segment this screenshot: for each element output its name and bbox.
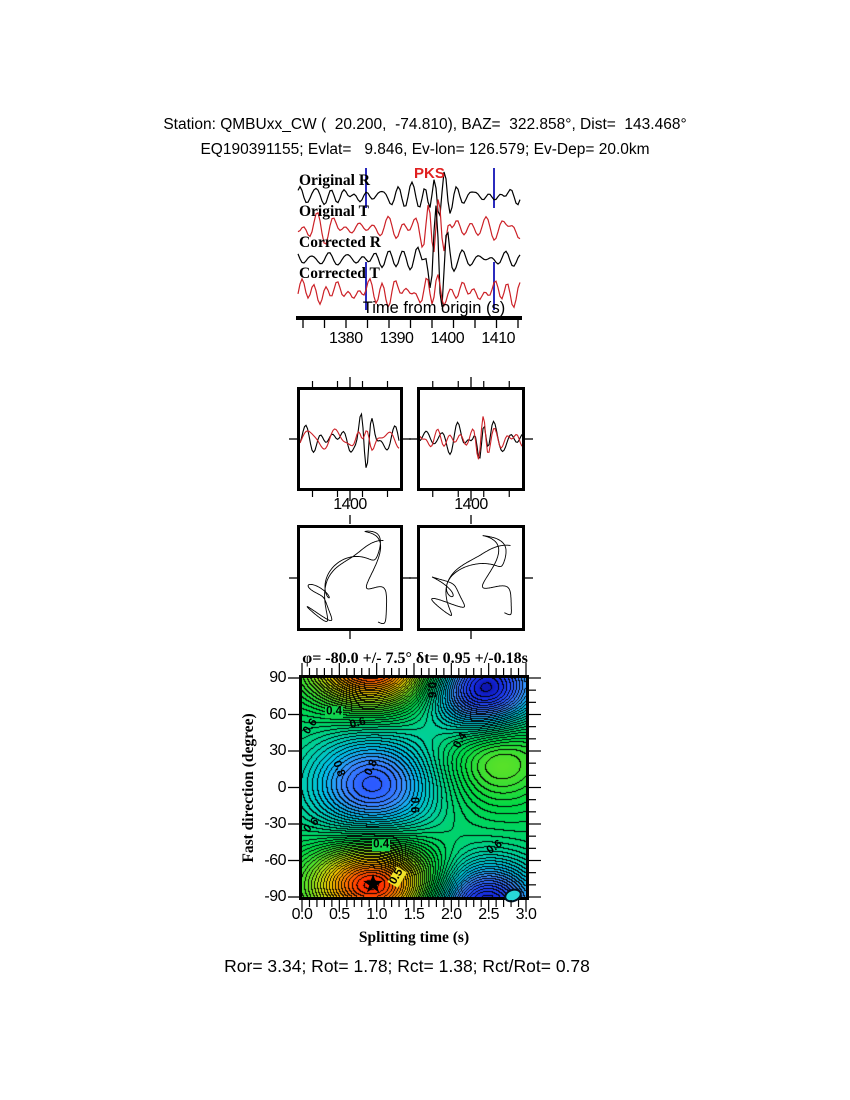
contour-level-label: 0.8 (330, 759, 347, 779)
contour-y-tick-label: -60 (264, 851, 286, 869)
contour-x-tick-label: 2.0 (440, 906, 462, 923)
zoom-box-right-traces (420, 390, 522, 488)
contour-y-tick-label: 0 (277, 778, 286, 796)
trace-path (420, 416, 522, 459)
trace-label-original-t: Original T (299, 203, 369, 220)
zoom-box-left (297, 387, 403, 491)
contour-level-label: 0.6 (301, 815, 322, 836)
station-header-line: Station: QMBUxx_CW ( 20.200, -74.810), BAZ= 322.858°, Dist= 143.468° (163, 116, 687, 133)
contour-level-label: 0.6 (484, 837, 505, 857)
trace-path (420, 421, 522, 458)
contour-level-label: 0.4 (326, 705, 343, 718)
zoom-right-tick-label: 1400 (454, 496, 488, 513)
contour-level-label: 0.6 (408, 797, 420, 814)
contour-x-tick-label: 1.0 (366, 906, 388, 923)
particle-motion-box-right (417, 525, 525, 631)
phase-label-pks: PKS (414, 165, 445, 182)
time-tick-label: 1380 (329, 330, 363, 347)
contour-level-label: 0.6 (300, 716, 320, 737)
contour-x-tick-label: 0.5 (328, 906, 350, 923)
zoom-left-tick-label: 1400 (333, 496, 367, 513)
contour-y-tick-label: 30 (269, 742, 286, 759)
contour-y-tick-label: 60 (269, 705, 286, 723)
contour-level-label: 0.6 (348, 715, 368, 732)
particle-motion-box-left (297, 525, 403, 631)
trace-path (307, 531, 386, 624)
trace-label-corrected-r: Corrected R (299, 234, 381, 251)
trace-label-corrected-t: Corrected T (299, 265, 380, 282)
contour-x-tick-label: 3.0 (515, 906, 537, 923)
contour-level-label: 0.4 (451, 730, 470, 751)
particle-motion-left-path (300, 528, 400, 628)
contour-ylabel: Fast direction (degree) (240, 713, 257, 863)
results-line: Ror= 3.34; Rot= 1.78; Rct= 1.38; Rct/Rot= 0.78 (224, 956, 590, 976)
zoom-box-left-traces (300, 390, 400, 488)
time-axis-label: Time from origin (s) (362, 299, 506, 317)
contour-x-tick-label: 1.5 (403, 906, 425, 923)
contour-xlabel: Splitting time (s) (358, 929, 470, 946)
contour-level-label: 0.6 (424, 682, 437, 699)
contour-level-label: 0.5 (386, 866, 406, 887)
contour-level-label: 0.4 (373, 838, 390, 851)
contour-y-tick-label: -30 (264, 815, 286, 832)
particle-motion-right-path (420, 528, 522, 628)
trace-path (300, 414, 399, 468)
best-solution-star-icon: ★ (361, 868, 385, 899)
contour-x-tick-label: 0.0 (291, 906, 313, 923)
contour-y-tick-label: 90 (269, 669, 286, 686)
time-tick-label: 1390 (379, 330, 414, 347)
contour-y-tick-label: -90 (264, 888, 286, 905)
contour-x-tick-label: 2.5 (478, 906, 500, 923)
zoom-box-right (417, 387, 525, 491)
contour-title: φ= -80.0 +/- 7.5° δt= 0.95 +/-0.18s (302, 650, 528, 667)
time-tick-label: 1400 (430, 330, 465, 347)
time-tick-label: 1410 (481, 330, 515, 347)
contour-level-label: 0.8 (362, 757, 381, 778)
trace-label-original-r: Original R (299, 172, 371, 189)
event-header-line: EQ190391155; Evlat= 9.846, Ev-lon= 126.579; Ev-Dep= 20.0km (200, 141, 650, 158)
trace-path (432, 536, 512, 616)
